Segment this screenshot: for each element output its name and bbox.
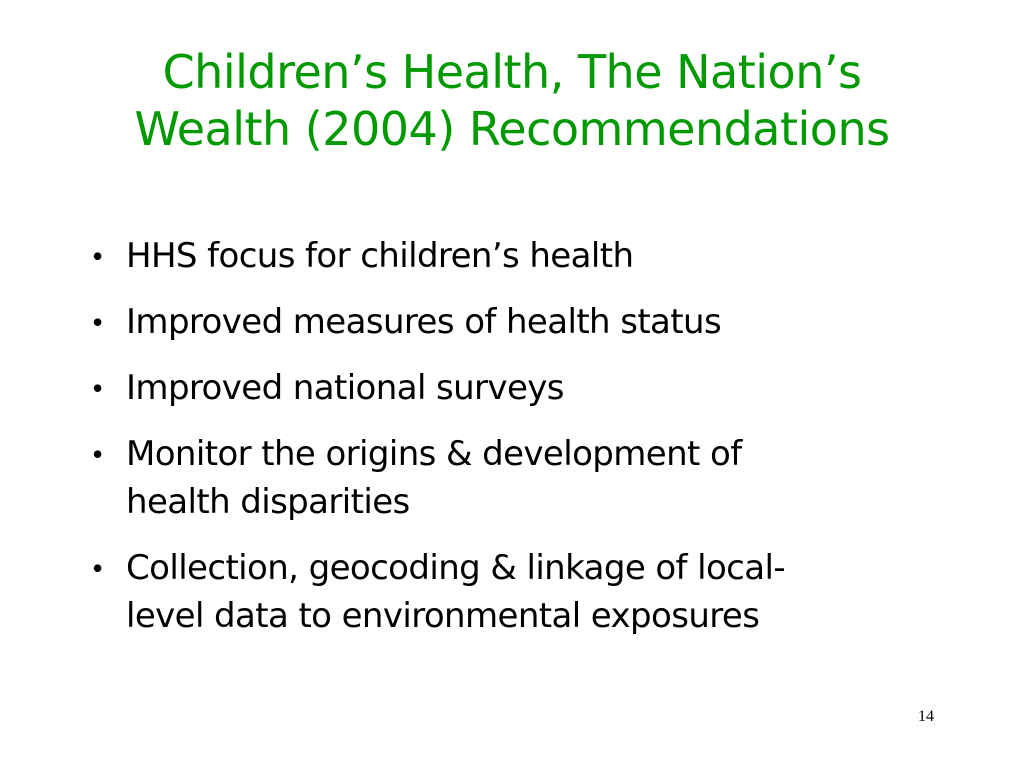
bullet-text xyxy=(126,298,972,346)
bullet-item xyxy=(92,364,972,412)
bullet-text-line: Improved measures of health status xyxy=(126,302,722,342)
bullet-text-line: Monitor the origins & development of xyxy=(126,434,742,474)
bullet-list xyxy=(92,232,972,658)
bullet-icon: • xyxy=(92,304,104,340)
slide-title-line-1: Children’s Health, The Nation’s xyxy=(162,45,862,99)
bullet-item xyxy=(92,430,972,526)
slide-title-line-2: Wealth (2004) Recommendations xyxy=(134,102,890,156)
bullet-icon: • xyxy=(92,370,104,406)
bullet-item xyxy=(92,232,972,280)
bullet-text-line: Improved national surveys xyxy=(126,368,564,408)
bullet-text-line: level data to environmental exposures xyxy=(126,596,760,636)
bullet-icon: • xyxy=(92,550,104,586)
bullet-text xyxy=(126,430,972,526)
bullet-text xyxy=(126,232,972,280)
bullet-text-line: health disparities xyxy=(126,482,410,522)
bullet-item xyxy=(92,298,972,346)
bullet-icon: • xyxy=(92,436,104,472)
bullet-item xyxy=(92,544,972,640)
bullet-icon: • xyxy=(92,238,104,274)
bullet-text-line: Collection, geocoding & linkage of local- xyxy=(126,548,786,588)
bullet-text-line: HHS focus for children’s health xyxy=(126,236,634,276)
bullet-text xyxy=(126,364,972,412)
bullet-text xyxy=(126,544,972,640)
slide-title xyxy=(32,44,992,158)
page-number: 14 xyxy=(918,708,934,725)
